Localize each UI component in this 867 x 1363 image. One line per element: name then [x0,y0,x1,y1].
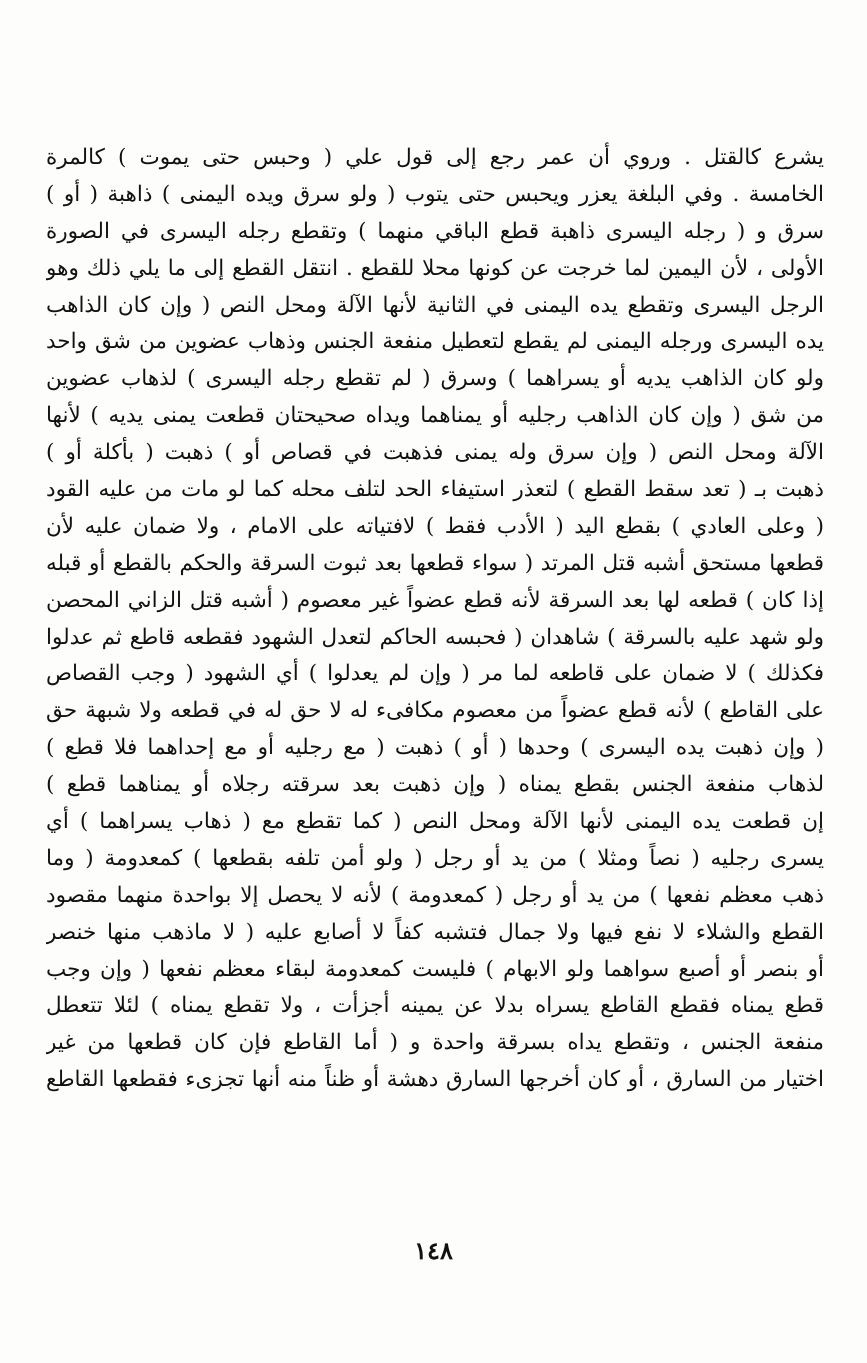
text-line: قطعها مستحق أشبه قتل المرتد ( سواء قطعها بعد ثبوت السرقة والحكم بالقطع أو قبله [46,550,824,576]
text-line: الآلة ومحل النص ( وإن سرق وله يمنى فذهبت في قصاص أو ) ذهبت ( بأكلة أو ) [46,440,824,466]
text-line: لذهاب منفعة الجنس بقطع يمناه ( وإن ذهبت بعد سرقته رجلاه أو يمناهما قطع ) [46,772,824,798]
text-line: أو بنصر أو أصبع سواهما ولو الابهام ) فليست كمعدومة لبقاء معظم نفعها ( وإن وجب [46,956,824,982]
page-number: ١٤٨ [414,1236,453,1265]
text-line: اختيار من السارق ، أو كان أخرجها السارق دهشة أو ظناً منه أنها تجزىء فقطعها القاطع [46,1067,824,1093]
text-line: منفعة الجنس ، وتقطع يداه بسرقة واحدة و ( أما القاطع فإن كان قطعها من غير [46,1030,824,1056]
body-text [46,140,824,1099]
text-line: الخامسة . وفي البلغة يعزر ويحبس حتى يتوب ( ولو سرق ويده اليمنى ) ذاهبة ( أو ) [46,181,824,207]
text-line: الرجل اليسرى وتقطع يده اليمنى في الثانية لأنها الآلة ومحل النص ( وإن كان الذاهب [46,292,824,318]
text-line: على القاطع ) لأنه قطع عضواً من معصوم مكافىء له لا حق له في قطعه ولا شبهة حق [46,698,824,724]
text-line: يده اليسرى ورجله اليمنى لم يقطع لتعطيل منفعة الجنس وذهاب عضوين من شق واحد [46,329,824,355]
text-line: إذا كان ) قطعه لها بعد السرقة لأنه قطع عضواً غير معصوم ( أشبه قتل الزاني المحصن [46,587,824,613]
text-line: فكذلك ) لا ضمان على قاطعه لما مر ( وإن لم يعدلوا ) أي الشهود ( وجب القصاص [46,661,824,687]
text-line: ذهب معظم نفعها ) من يد أو رجل ( كمعدومة ) لأنه لا يحصل إلا بواحدة منهما مقصود [46,882,824,908]
text-line: إن قطعت يده اليمنى لأنها الآلة ومحل النص ( كما تقطع مع ( ذهاب يسراهما ) أي [46,809,824,835]
text-line: من شق ( وإن كان الذاهب رجليه أو يمناهما ويداه صحيحتان قطعت يمنى يديه ) لأنها [46,403,824,429]
text-line: القطع والشلاء لا نفع فيها ولا جمال فتشبه كفاً لا أصابع عليه ( لا ماذهب منها خنصر [46,919,824,945]
text-line: الأولى ، لأن اليمين لما خرجت عن كونها محلا للقطع . انتقل القطع إلى ما يلي ذلك وهو [46,255,824,281]
text-line: ولو كان الذاهب يديه أو يسراهما ) وسرق ( لم تقطع رجله اليسرى ) لذهاب عضوين [46,366,824,392]
text-line: ولو شهد عليه بالسرقة ) شاهدان ( فحبسه الحاكم لتعدل الشهود فقطعه قاطع ثم عدلوا [46,624,824,650]
text-line: يسرى رجليه ( نصاً ومثلا ) من يد أو رجل ( ولو أمن تلفه بقطعها ) كمعدومة ( وما [46,845,824,871]
text-line: ذهبت بـ ( تعد سقط القطع ) لتعذر استيفاء الحد لتلف محله كما لو مات من عليه القود [46,477,824,503]
text-line: ( وإن ذهبت يده اليسرى ) وحدها ( أو ) ذهبت ( مع رجليه أو مع إحداهما فلا قطع ) [46,735,824,761]
text-line: سرق و ( رجله اليسرى ذاهبة قطع الباقي منهما ) وتقطع رجله اليسرى في الصورة [46,218,824,244]
text-line: يشرع كالقتل . وروي أن عمر رجع إلى قول علي ( وحبس حتى يموت ) كالمرة [46,145,824,170]
text-line: قطع يمناه فقطع القاطع يسراه بدلا عن يمينه أجزأت ، ولا تقطع يمناه ) لئلا تتعطل [46,993,824,1019]
text-line: ( وعلى العادي ) بقطع اليد ( الأدب فقط ) لافتياته على الامام ، ولا ضمان عليه لأن [46,513,824,539]
